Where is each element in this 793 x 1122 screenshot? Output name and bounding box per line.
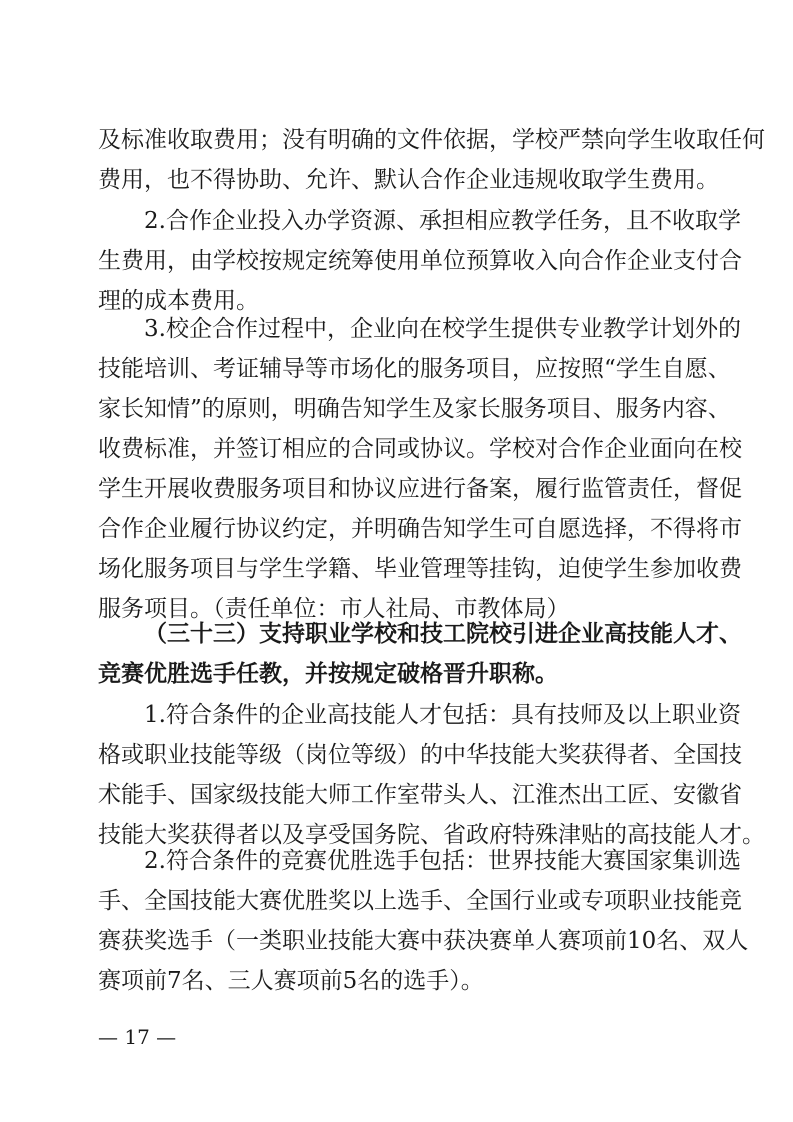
text-line: 3.校企合作过程中，企业向在校学生提供专业教学计划外的 xyxy=(144,316,741,342)
text-line: 术能手、国家级技能大师工作室带头人、江淮杰出工匠、安徽省 xyxy=(98,782,742,808)
text-line: 收费标准，并签订相应的合同或协议。学校对合作企业面向在校 xyxy=(98,436,742,462)
text-line: 家长知情”的原则，明确告知学生及家长服务项目、服务内容、 xyxy=(98,396,731,422)
text-line: 理的成本费用。 xyxy=(98,288,259,314)
text-line: 服务项目。（责任单位：市人社局、市教体局） xyxy=(98,596,570,622)
text-line: 2.合作企业投入办学资源、承担相应教学任务，且不收取学 xyxy=(144,208,741,234)
text-line: 格或职业技能等级（岗位等级）的中华技能大奖获得者、全国技 xyxy=(98,742,742,768)
section-heading-line: （三十三）支持职业学校和技工院校引进企业高技能人才、 xyxy=(144,620,742,647)
text-line: 生费用，由学校按规定统筹使用单位预算收入向合作企业支付合 xyxy=(98,248,742,274)
text-line: 赛获奖选手（一类职业技能大赛中获决赛单人赛项前10名、双人 xyxy=(98,928,749,954)
text-line: 手、全国技能大赛优胜奖以上选手、全国行业或专项职业技能竞 xyxy=(98,888,742,914)
text-line: 技能培训、考证辅导等市场化的服务项目，应按照“学生自愿、 xyxy=(98,356,731,382)
text-line: 赛项前7名、三人赛项前5名的选手）。 xyxy=(98,968,484,994)
text-line: 费用，也不得协助、允许、默认合作企业违规收取学生费用。 xyxy=(98,167,719,193)
text-line: 技能大奖获得者以及享受国务院、省政府特殊津贴的高技能人才。 xyxy=(98,822,765,848)
text-line: 学生开展收费服务项目和协议应进行备案，履行监管责任，督促 xyxy=(98,476,742,502)
text-line: 1.符合条件的企业高技能人才包括：具有技师及以上职业资 xyxy=(144,702,741,728)
section-heading-line: 竞赛优胜选手任教，并按规定破格晋升职称。 xyxy=(98,660,558,687)
text-line: 2.符合条件的竞赛优胜选手包括：世界技能大赛国家集训选 xyxy=(144,848,741,874)
text-line: 合作企业履行协议约定，并明确告知学生可自愿选择，不得将市 xyxy=(98,516,742,542)
text-line: 及标准收取费用；没有明确的文件依据，学校严禁向学生收取任何 xyxy=(98,127,765,153)
page-number: — 17 — xyxy=(98,1025,177,1049)
text-line: 场化服务项目与学生学籍、毕业管理等挂钩，迫使学生参加收费 xyxy=(98,556,742,582)
